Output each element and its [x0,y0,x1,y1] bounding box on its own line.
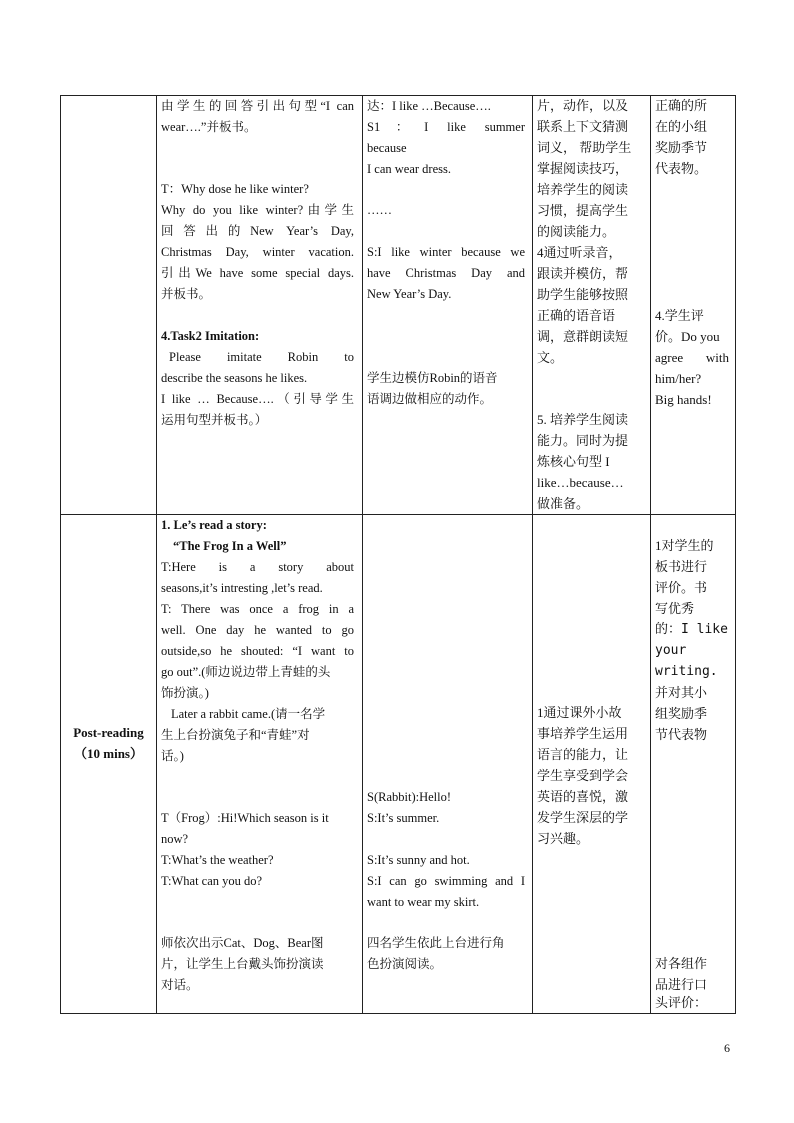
purpose-line: 词义， 帮助学生 [537,140,632,155]
purpose-line: 学生享受到学会 [537,768,629,783]
evaluation-line: 4.学生评 [655,308,704,323]
teacher-line: 并板书。 [161,287,212,301]
page-number: 6 [724,1041,730,1055]
purpose-line: 语言的能力，让 [537,747,629,762]
teacher-line: T（Frog）:Hi!Which season is it [161,811,329,825]
student-line: want to wear my skirt. [367,895,480,909]
purpose-line: 事培养学生运用 [537,726,629,741]
teacher-line: T:Here is a story about [161,560,354,574]
purpose-line: 掌握阅读技巧， [537,161,629,176]
evaluation-line: 的：I like [655,622,728,637]
purpose-line: 跟读并模仿，帮 [537,266,629,281]
table-row [61,96,736,515]
task-heading: 1. Le’s read a story: [161,518,267,532]
teacher-line: 运用句型并板书。） [161,413,268,427]
teacher-line: 由学生的回答引出句型“I can [161,99,354,113]
stage-cell [61,515,157,1014]
teacher-line: seasons,it’s intresting ,let’s read. [161,581,323,595]
purpose-line: 发学生深层的学 [537,810,629,825]
teacher-line: T:What can you do? [161,874,263,888]
evaluation-line: 评价。书 [655,580,708,595]
teacher-line: 片，让学生上台戴头饰扮演读 [161,957,324,971]
purpose-cell [533,515,651,1014]
evaluation-line: writing. [655,664,718,679]
evaluation-line: 对各组作 [655,956,708,971]
evaluation-line: 节代表物 [655,727,708,742]
purpose-line: 正确的语音语 [537,308,616,323]
student-line: S:I can go swimming and I [367,874,525,888]
purpose-line: 片，动作，以及 [537,98,629,113]
teacher-line: 饰扮演。) [161,686,209,700]
purpose-line: 习惯，提高学生 [537,203,629,218]
student-activity-cell [363,515,533,1014]
teacher-line: 师依次出示Cat、Dog、Bear图 [161,936,324,950]
teacher-line: 话。) [161,749,184,763]
teacher-line: describe the seasons he likes. [161,371,308,385]
teacher-line: Why do you like winter?由学生 [161,203,354,217]
purpose-line: 4通过听录音， [537,245,622,260]
teacher-line: I like … Because….（引导学生 [161,392,354,406]
teacher-line: outside,so he shouted: “I want to [161,644,354,658]
evaluation-line: 正确的所 [655,98,708,113]
purpose-line: 能力。同时为提 [537,433,629,448]
lesson-plan-table [60,95,736,1014]
purpose-line: 英语的喜悦，激 [537,789,629,804]
stage-time: （10 mins） [74,746,143,761]
evaluation-line: your [655,643,687,658]
evaluation-line: 板书进行 [655,559,708,574]
teacher-line: Please imitate Robin to [169,350,354,364]
student-line: …… [367,203,392,217]
purpose-line: 联系上下文猜测 [537,119,629,134]
purpose-line: 助学生能够按照 [537,287,629,302]
teacher-line: 回答出的New Year’s Day, [161,224,354,238]
student-line: S:I like winter because we [367,245,525,259]
student-line: S:It’s sunny and hot. [367,853,470,867]
evaluation-line: 在的小组 [655,119,708,134]
student-line: 达：I like …Because…. [367,99,491,113]
purpose-line: 炼核心句型 I [537,454,610,469]
student-line: 学生边模仿Robin的语音 [367,371,498,385]
evaluation-line: 并对其小 [655,685,708,700]
evaluation-line: 1对学生的 [655,538,714,553]
purpose-line: 5. 培养学生阅读 [537,412,629,427]
teacher-line: now? [161,832,189,846]
evaluation-line: 写优秀 [655,601,695,616]
evaluation-line: agree with [655,350,729,365]
evaluation-cell [651,96,736,515]
teacher-line: T: There was once a frog in a [161,602,354,616]
evaluation-line: Big hands! [655,392,712,407]
purpose-line: 的阅读能力。 [537,224,616,239]
purpose-line: 文。 [537,350,564,365]
student-line: 语调边做相应的动作。 [367,392,493,406]
student-line: 色扮演阅读。 [367,957,443,971]
student-line: S(Rabbit):Hello! [367,790,452,804]
stage-cell [61,96,157,515]
purpose-line: 习兴趣。 [537,831,590,846]
teacher-line: wear….”并板书。 [161,120,257,134]
purpose-cell [533,96,651,515]
student-line: New Year’s Day. [367,287,452,301]
stage-label: Post-reading [73,725,144,740]
evaluation-line: 价。Do you [655,329,720,344]
purpose-line: like…because… [537,475,624,490]
student-line: I can wear dress. [367,162,451,176]
student-activity-cell [363,96,533,515]
teacher-line: Later a rabbit came.(请一名学 [171,707,326,721]
student-line: 四名学生依此上台进行角 [367,936,505,950]
task-heading: 4.Task2 Imitation: [161,329,260,343]
student-line: have Christmas Day and [367,266,525,280]
evaluation-cell [651,515,736,1014]
teacher-line: 对话。 [161,978,199,992]
evaluation-line: him/her? [655,371,702,386]
evaluation-line: 品进行口 [655,977,708,992]
evaluation-line: 头评价： [655,995,708,1010]
story-title: “The Frog In a Well” [173,539,287,553]
teacher-activity-cell [157,515,363,1014]
student-line: S:It’s summer. [367,811,440,825]
teacher-activity-cell [157,96,363,515]
purpose-line: 做准备。 [537,496,590,511]
teacher-line: T:What’s the weather? [161,853,274,867]
evaluation-line: 组奖励季 [655,706,708,721]
purpose-line: 调，意群朗读短 [537,329,629,344]
teacher-line: well. One day he wanted to go [161,623,354,637]
table-row [61,515,736,1014]
evaluation-line: 奖励季节 [655,140,708,155]
evaluation-line: 代表物。 [655,161,708,176]
purpose-line: 1通过课外小故 [537,705,622,720]
teacher-line: Christmas Day, winter vacation. [161,245,354,259]
teacher-line: 引出We have some special days. [161,266,354,280]
student-line: S1：I like summer [367,120,525,134]
teacher-line: T：Why dose he like winter? [161,182,309,196]
student-line: because [367,141,407,155]
teacher-line: 生上台扮演兔子和“青蛙”对 [161,728,310,742]
teacher-line: go out”.(师边说边带上青蛙的头 [161,665,331,679]
purpose-line: 培养学生的阅读 [537,182,629,197]
